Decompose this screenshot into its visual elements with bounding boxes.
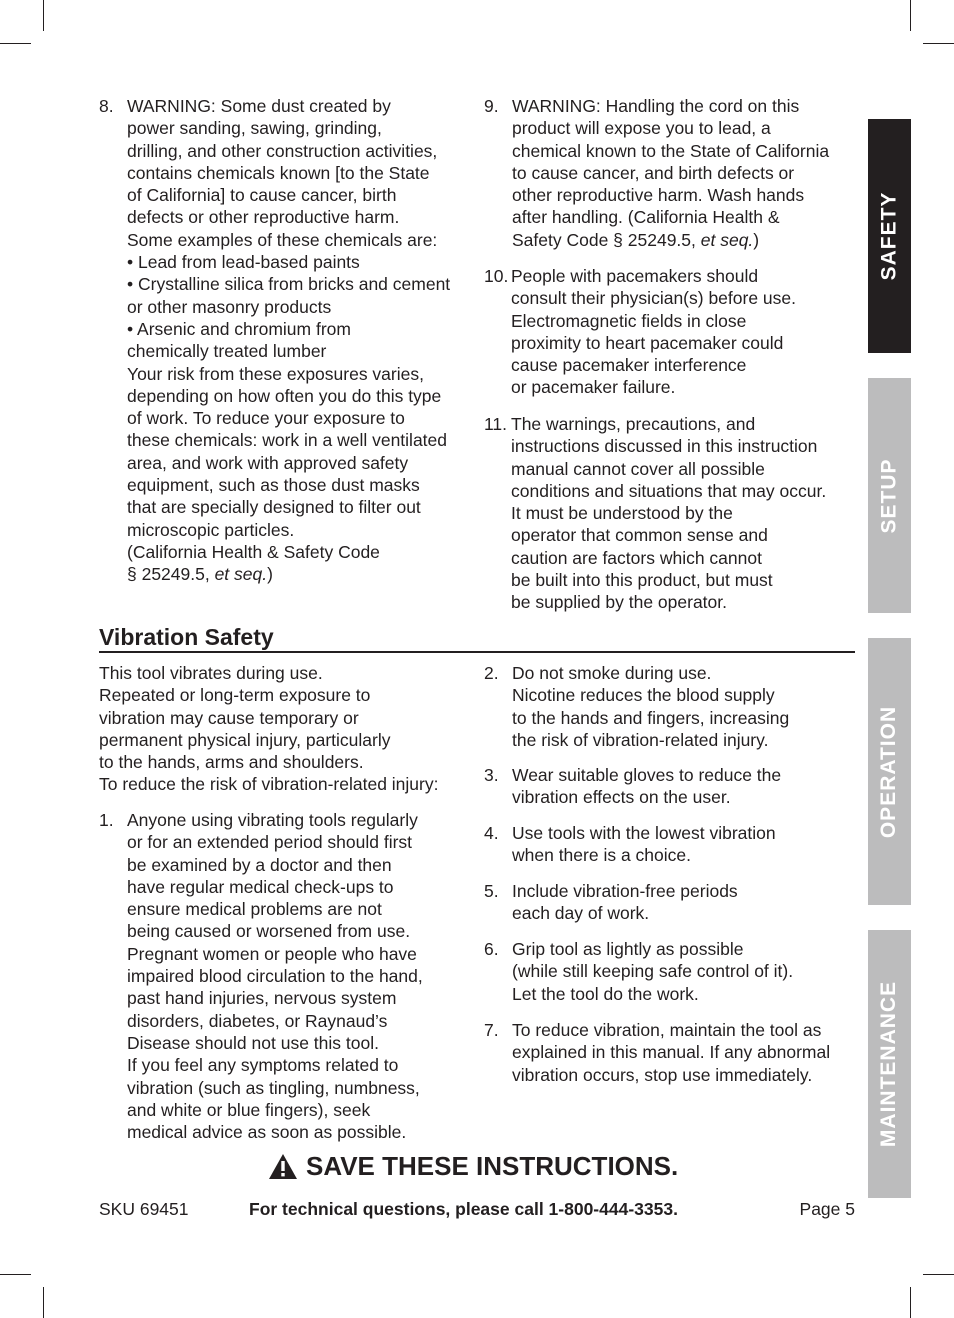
text-line: It must be understood by the [511,503,733,524]
item-body [511,265,796,399]
text-line: Pregnant women or people who have [127,943,417,964]
text-line: past hand injuries, nervous system [127,988,397,1009]
citation-line [127,563,450,585]
citation-suffix: ) [753,229,760,250]
item-number: 1. [99,810,114,830]
text-line: Anyone using vibrating tools regularly [127,810,418,830]
text-line: manual cannot cover all possible [511,458,765,479]
crop-mark [910,0,911,31]
item-body [512,662,789,751]
text-line: equipment, such as those dust masks [127,475,420,496]
text-line: vibration may cause temporary or [99,707,359,728]
crop-mark [910,1287,911,1318]
text-line: WARNING: Some dust created by [127,96,391,116]
text-line: consult their physician(s) before use. [511,288,796,309]
text-line: Do not smoke during use. [512,663,712,683]
text-line: vibration effects on the user. [512,787,731,808]
warning-item-10 [484,265,796,399]
text-line: defects or other reproductive harm. [127,207,400,228]
text-line: (California Health & Safety Code [127,541,380,562]
text-line: Some examples of these chemicals are: [127,229,438,250]
text-line: Your risk from these exposures varies, [127,363,424,384]
text-line: area, and work with approved safety [127,452,409,473]
text-line: and white or blue fingers), seek [127,1099,371,1120]
vibration-intro [99,662,438,796]
text-line: to the hands, arms and shoulders. [99,752,364,773]
citation-italic: et seq. [700,229,754,250]
tab-safety-label: SAFETY [877,191,901,281]
text-line: after handling. (California Health & [512,207,780,228]
text-line: impaired blood circulation to the hand, [127,966,423,987]
text-line: or pacemaker failure. [511,377,676,398]
footer-sku: SKU 69451 [99,1199,189,1219]
text-line: that are specially designed to filter out [127,497,421,518]
text-line: Electromagnetic fields in close [511,310,747,331]
text-line: microscopic particles. [127,519,295,540]
tab-maintenance[interactable] [868,930,911,1198]
tab-operation-label: OPERATION [877,705,901,838]
item-number: 11. [484,414,508,434]
text-line: Let the tool do the work. [512,983,699,1004]
text-line: to the hands and fingers, increasing [512,707,790,728]
text-line: cause pacemaker interference [511,355,747,376]
text-line: or other masonry products [127,296,332,317]
section-heading [99,624,855,653]
text-line: chemically treated lumber [127,341,327,362]
text-line: People with pacemakers should [511,266,759,286]
footer-support-text: For technical questions, please call 1-800-444-3353. [249,1199,678,1219]
tab-safety[interactable] [868,119,911,353]
text-line: To reduce vibration, maintain the tool as [512,1020,822,1040]
text-line: ensure medical problems are not [127,899,382,920]
item-body [512,938,793,1005]
tab-setup[interactable] [868,378,911,613]
text-line: these chemicals: work in a well ventilated [127,430,448,451]
text-line: Use tools with the lowest vibration [512,823,776,843]
item-body [511,413,826,614]
text-line: permanent physical injury, particularly [99,729,391,750]
vibration-item-5 [484,880,738,925]
text-line: be supplied by the operator. [511,592,727,613]
text-line: power sanding, sawing, grinding, [127,118,382,139]
vibration-item-7 [484,1019,830,1086]
text-line: Wear suitable gloves to reduce the [512,765,782,785]
text-line: conditions and situations that may occur. [511,480,827,501]
vibration-item-2 [484,662,789,751]
text-line: instructions discussed in this instruction [511,436,818,457]
text-line: proximity to heart pacemaker could [511,332,784,353]
warning-triangle-icon [268,1153,298,1180]
text-line: other reproductive harm. Wash hands [512,185,805,206]
text-line: Nicotine reduces the blood supply [512,685,775,706]
item-number: 4. [484,823,499,843]
citation-prefix: § 25249.5, [127,564,215,585]
crop-mark [923,43,954,44]
text-line: of work. To reduce your exposure to [127,408,405,429]
item-number: 2. [484,663,499,683]
item-number: 10. [484,266,509,286]
citation-prefix: Safety Code § 25249.5, [512,229,701,250]
text-line: This tool vibrates during use. [99,663,323,683]
item-number: 3. [484,765,499,785]
crop-mark [0,1274,31,1275]
text-line: caution are factors which cannot [511,547,762,568]
text-line: each day of work. [512,903,650,924]
text-line: (while still keeping safe control of it). [512,961,794,982]
tab-maintenance-label: MAINTENANCE [877,980,901,1148]
text-line: to cause cancer, and birth defects or [512,162,795,183]
tab-setup-label: SETUP [877,457,901,534]
warning-item-8 [99,95,450,586]
vibration-item-1 [99,809,423,1143]
text-line: Disease should not use this tool. [127,1032,379,1053]
text-line: Include vibration-free periods [512,881,738,901]
text-line: If you feel any symptoms related to [127,1055,399,1076]
item-body [512,764,781,809]
crop-mark [0,43,31,44]
item-body [512,1019,830,1086]
text-line: To reduce the risk of vibration-related injury: [99,774,439,795]
item-body [512,822,776,867]
text-line: • Lead from lead-based paints [127,252,360,273]
crop-mark [43,1287,44,1318]
citation-italic: et seq. [214,564,268,585]
item-number: 9. [484,96,499,116]
text-line: drilling, and other construction activities, [127,140,438,161]
text-line: be examined by a doctor and then [127,854,392,875]
text-line: disorders, diabetes, or Raynaud’s [127,1010,388,1031]
crop-mark [923,1274,954,1275]
item-number: 7. [484,1020,499,1040]
item-number: 8. [99,96,114,116]
warning-item-9 [484,95,829,251]
text-line: explained in this manual. If any abnormal [512,1042,831,1063]
item-body [127,95,450,586]
text-line: have regular medical check-ups to [127,876,394,897]
text-line: product will expose you to lead, a [512,118,771,139]
text-line: medical advice as soon as possible. [127,1122,407,1143]
item-number: 5. [484,881,499,901]
text-line: vibration (such as tingling, numbness, [127,1077,420,1098]
text-line: WARNING: Handling the cord on this [512,96,800,116]
text-line: be built into this product, but must [511,570,773,591]
save-instructions-text: SAVE THESE INSTRUCTIONS. [306,1151,679,1181]
text-line: contains chemicals known [to the State [127,162,430,183]
text-line: Grip tool as lightly as possible [512,939,744,959]
warning-item-11 [484,413,826,614]
section-heading-text: Vibration Safety [99,624,274,650]
text-line: when there is a choice. [512,845,691,866]
text-line: depending on how often you do this type [127,385,442,406]
text-line: being caused or worsened from use. [127,921,411,942]
vibration-item-4 [484,822,776,867]
footer-page-number: Page 5 [799,1199,855,1219]
text-line: the risk of vibration-related injury. [512,729,769,750]
item-body [512,880,738,925]
vibration-item-6 [484,938,793,1005]
text-line: Repeated or long-term exposure to [99,685,371,706]
item-number: 6. [484,939,499,959]
save-instructions-banner [268,1151,678,1182]
text-line: • Arsenic and chromium from [127,318,351,339]
item-body [127,809,423,1143]
tab-operation[interactable] [868,638,911,905]
text-line: The warnings, precautions, and [511,414,756,434]
text-line: operator that common sense and [511,525,768,546]
text-line: vibration occurs, stop use immediately. [512,1064,813,1085]
crop-mark [43,0,44,31]
text-line: chemical known to the State of California [512,140,830,161]
citation-line [512,229,829,251]
text-line: or for an extended period should first [127,832,413,853]
vibration-item-3 [484,764,781,809]
text-line: of California] to cause cancer, birth [127,185,397,206]
item-body [512,95,829,251]
text-line: • Crystalline silica from bricks and cement [127,274,451,295]
citation-suffix: ) [267,564,273,585]
